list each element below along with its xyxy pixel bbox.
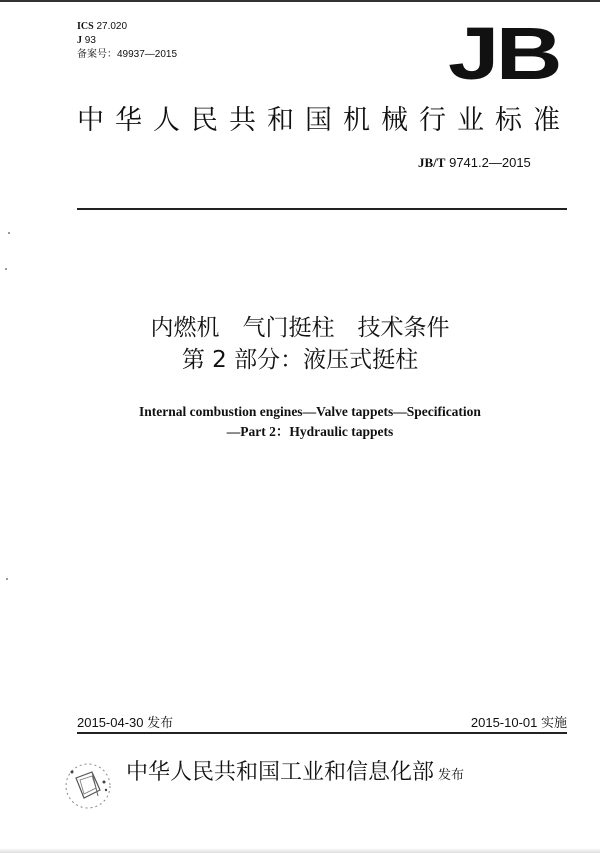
scan-bottom-edge xyxy=(0,848,600,853)
ministry-name: 中华人民共和国工业和信息化部 xyxy=(126,760,435,785)
issue-label: 发布 xyxy=(438,768,465,783)
chinese-title-line-2: 第 2 部分：液压式挺柱 xyxy=(181,347,419,373)
implementation-date: 2015-10-01 实施 xyxy=(470,715,567,730)
scan-speck xyxy=(5,268,7,270)
header-divider xyxy=(77,208,567,210)
chinese-title xyxy=(0,312,600,376)
ics-prefix: ICS xyxy=(77,21,94,32)
classification-block xyxy=(77,20,177,62)
classification-value: 93 xyxy=(84,35,96,46)
standard-code: 9741.2—2015 xyxy=(449,155,531,170)
scan-top-border xyxy=(0,0,600,2)
standard-prefix: JB/T xyxy=(418,155,446,170)
english-title-line-2: —Part 2：Hydraulic tappets xyxy=(226,424,394,439)
publish-date: 2015-04-30 发布 xyxy=(77,715,174,730)
scan-speck xyxy=(8,232,10,234)
filing-label: 备案号： xyxy=(77,49,117,60)
issuing-ministry xyxy=(126,758,464,791)
filing-number xyxy=(77,48,177,62)
ministry-emblem-icon xyxy=(62,760,114,812)
issuer-title: 中华人民共和国机械行业标准 xyxy=(77,105,571,136)
standard-number xyxy=(418,155,531,171)
english-title-line-1: Internal combustion engines—Valve tappets—Specification xyxy=(139,404,481,419)
ics-value: 27.020 xyxy=(96,21,128,32)
scan-speck xyxy=(6,578,8,580)
ics-code xyxy=(77,20,177,34)
jb-logo: JB xyxy=(448,12,559,95)
english-title xyxy=(0,402,600,442)
footer-divider xyxy=(77,732,567,734)
chinese-title-line-1: 内燃机 气门挺柱 技术条件 xyxy=(150,315,450,341)
classification-code xyxy=(77,34,177,48)
filing-value: 49937—2015 xyxy=(117,49,178,60)
classification-prefix: J xyxy=(77,35,82,46)
